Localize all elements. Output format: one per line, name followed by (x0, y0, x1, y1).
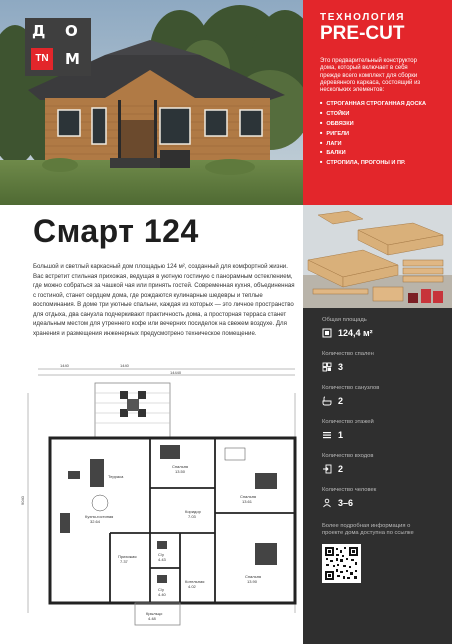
room-area: 4.40 (158, 592, 166, 597)
people-icon (322, 498, 332, 508)
project-title: Смарт 124 (33, 213, 199, 249)
logo-letter: Д (32, 22, 46, 40)
precut-panel (303, 0, 452, 205)
list-item: ■ РИГЕЛИ (320, 129, 442, 139)
stat-label: Количество санузлов (322, 385, 380, 391)
stat-value: 124,4 м² (338, 328, 373, 338)
room-area: 7.37 (120, 559, 128, 564)
dimension-label: 1440 (60, 363, 69, 368)
stat-bedrooms (322, 351, 452, 385)
tech-label: ТЕХНОЛОГИЯ (320, 12, 406, 23)
house-rendering (0, 0, 303, 205)
dimension-label: 9040 (20, 496, 25, 505)
brand-logo (25, 18, 91, 76)
room-area: 13.90 (247, 579, 258, 584)
room-label: Коридор (185, 509, 201, 514)
list-item: ■ СТОЙКИ (320, 109, 442, 119)
stat-floors (322, 419, 452, 453)
stat-label: Общая площадь (322, 317, 367, 323)
precut-elements-list (320, 99, 442, 168)
logo-letter: М (65, 50, 80, 68)
room-label: С/у (158, 552, 164, 557)
room-area: 13.50 (175, 469, 186, 474)
stat-people (322, 487, 452, 521)
room-label: Кухня-гостиная (85, 514, 114, 519)
room-area: 32.64 (90, 519, 101, 524)
room-label: Крыльцо (146, 611, 163, 616)
logo-mark: ТN (31, 48, 53, 70)
list-item: ■ БАЛКИ (320, 148, 442, 158)
list-item: ■ ОБВЯЗКИ (320, 119, 442, 129)
room-label: Спальня (240, 494, 257, 499)
floor-plan (20, 363, 302, 635)
precut-description: Это предварительный конструктор дома, который включает в себя прежде всего комплект для сборки деревянного каркаса, состоящий из нескольких элементов: (320, 58, 421, 94)
precut-title: PRE-CUT (320, 23, 405, 44)
room-area: 7.03 (188, 514, 196, 519)
bedroom-icon (322, 362, 332, 372)
list-item: ■ ЛАГИ (320, 139, 442, 149)
dimension-label: 14440 (170, 370, 182, 375)
stat-label: Количество входов (322, 453, 374, 459)
materials-photo (303, 205, 452, 308)
room-label: Спальня (172, 464, 189, 469)
bathtub-icon (322, 396, 332, 406)
room-label: С/у (158, 587, 164, 592)
stat-entrances (322, 453, 452, 487)
list-item: ■ СТРОПИЛА, ПРОГОНЫ И ПР. (320, 158, 442, 168)
stat-label: Количество человек (322, 487, 377, 493)
stat-label: Количество спален (322, 351, 374, 357)
stat-value: 1 (338, 430, 344, 440)
room-label: Котельная (185, 579, 205, 584)
list-item: ■ СТРОГАННАЯ СТРОГАННАЯ ДОСКА (320, 99, 442, 109)
stat-value: 2 (338, 464, 344, 474)
room-area: 13.61 (242, 499, 253, 504)
room-area: 4.48 (148, 616, 156, 621)
stat-value: 3–6 (338, 498, 354, 508)
floors-icon (322, 430, 332, 440)
dimension-label: 1440 (120, 363, 129, 368)
logo-letter: О (65, 22, 78, 40)
stat-bathrooms (322, 385, 452, 419)
stat-value: 3 (338, 362, 344, 372)
room-area: 4.02 (188, 584, 196, 589)
stat-total-area (322, 317, 452, 351)
qr-code[interactable] (322, 544, 361, 583)
entrance-icon (322, 464, 332, 474)
project-description: Большой и светлый каркасный дом площадью 124 м², созданный для комфортной жизни. Вас встретит стильная прихожая, ведущая в уютную гостиную с панорамным остеклением, где можно собраться за чашкой чая или принять гостей. Современная кухня, объединенная с гостиной, станет сердцем дома, где рождаются кулинарные шедевры и теплые воспоминания. В доме три уютные спальни, каждая из которых — это личное пространство для отдыха, два санузла подчеркивают практичность дома, а просторная терраса станет идеальным местом для утреннего кофе или вечерних посиделок на свежем воздухе. Для хранения и размещения инженерных предусмотрено техническое помещение. (33, 263, 295, 337)
stat-value: 2 (338, 396, 344, 406)
more-info-text: Более подробная информация о проекте дома доступна по ссылке (322, 523, 414, 537)
stats-panel (303, 308, 452, 644)
room-label: Терраса (108, 474, 124, 479)
area-icon (322, 328, 332, 338)
room-area: 4.43 (158, 557, 166, 562)
stat-label: Количество этажей (322, 419, 374, 425)
room-label: Спальня (245, 574, 262, 579)
room-label: Прихожая (118, 554, 137, 559)
